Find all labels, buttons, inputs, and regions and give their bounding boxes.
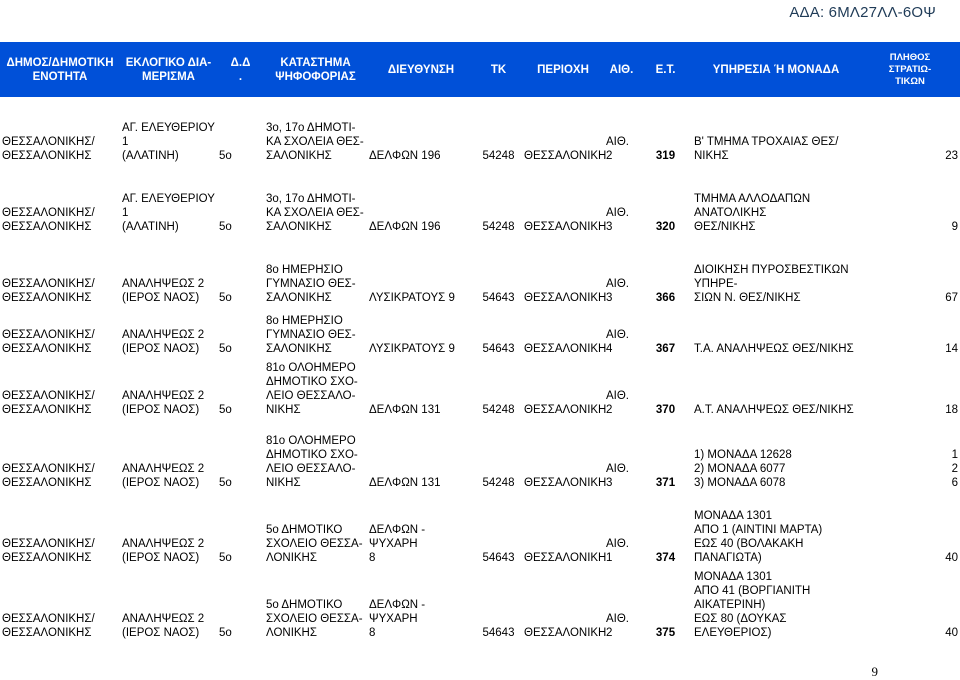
cell-aith: ΑΙΘ. 3 xyxy=(606,463,630,489)
cell-plithos: 67 xyxy=(945,292,958,304)
header-dd: Δ.Δ . xyxy=(217,42,264,97)
cell-et: 366 xyxy=(655,292,676,304)
cell-plithos: 9 xyxy=(951,221,958,233)
header-tk: ΤΚ xyxy=(475,42,522,97)
cell-diamerisma: ΑΝΑΛΗΨΕΩΣ 2 (ΙΕΡΟΣ ΝΑΟΣ) xyxy=(122,278,205,304)
cell-dieuthynsi: ΔΕΛΦΩΝ - ΨΥΧΑΡΗ 8 xyxy=(369,524,426,564)
cell-tk: 54643 xyxy=(482,552,515,564)
cell-et: 320 xyxy=(655,221,676,233)
cell-dd: 5ο xyxy=(219,221,232,233)
cell-dd: 5ο xyxy=(219,343,232,355)
cell-aith: ΑΙΘ. 2 xyxy=(606,613,630,639)
header-dieuthynsi: ΔΙΕΥΘΥΝΣΗ xyxy=(367,42,475,97)
cell-ypiresia: Β' ΤΜΗΜΑ ΤΡΟΧΑΙΑΣ ΘΕΣ/ΝΙΚΗΣ xyxy=(694,136,839,162)
header-katastima: ΚΑΤΑΣΤΗΜΑ ΨΗΦΟΦΟΡΙΑΣ xyxy=(264,42,367,97)
cell-perioxi: ΘΕΣΣΑΛΟΝΙΚΗ xyxy=(524,627,607,639)
header-diamerisma: ΕΚΛΟΓΙΚΟ ΔΙΑ- ΜΕΡΙΣΜΑ xyxy=(120,42,217,97)
cell-aith: ΑΙΘ. 3 xyxy=(606,207,630,233)
table-row xyxy=(0,570,960,645)
table-row xyxy=(0,97,960,168)
cell-aith: ΑΙΘ. 1 xyxy=(606,538,630,564)
cell-dieuthynsi: ΔΕΛΦΩΝ 196 xyxy=(369,150,441,162)
table-row xyxy=(0,310,960,361)
cell-ypiresia: ΤΜΗΜΑ ΑΛΛΟΔΑΠΩΝ ΑΝΑΤΟΛΙΚΗΣ ΘΕΣ/ΝΙΚΗΣ xyxy=(694,193,811,233)
cell-dd: 5ο xyxy=(219,404,232,416)
cell-plithos: 14 xyxy=(945,343,958,355)
cell-katastima: 8ο ΗΜΕΡΗΣΙΟ ΓΥΜΝΑΣΙΟ ΘΕΣ- ΣΑΛΟΝΙΚΗΣ xyxy=(266,315,356,355)
cell-tk: 54248 xyxy=(482,221,515,233)
cell-katastima: 5ο ΔΗΜΟΤΙΚΟ ΣΧΟΛΕΙΟ ΘΕΣΣΑ- ΛΟΝΙΚΗΣ xyxy=(266,599,363,639)
table-row xyxy=(0,495,960,570)
cell-katastima: 5ο ΔΗΜΟΤΙΚΟ ΣΧΟΛΕΙΟ ΘΕΣΣΑ- ΛΟΝΙΚΗΣ xyxy=(266,524,363,564)
header-perioxi: ΠΕΡΙΟΧΗ xyxy=(522,42,604,97)
cell-katastima: 3ο, 17ο ΔΗΜΟΤΙ- ΚΑ ΣΧΟΛΕΙΑ ΘΕΣ- ΣΑΛΟΝΙΚΗΣ xyxy=(266,193,364,233)
header-et: Ε.Τ. xyxy=(639,42,692,97)
header-ypiresia: ΥΠΗΡΕΣΙΑ Ή ΜΟΝΑΔΑ xyxy=(692,42,860,97)
cell-dieuthynsi: ΔΕΛΦΩΝ - ΨΥΧΑΡΗ 8 xyxy=(369,599,426,639)
cell-perioxi: ΘΕΣΣΑΛΟΝΙΚΗ xyxy=(524,552,607,564)
cell-tk: 54248 xyxy=(482,477,515,489)
cell-diamerisma: ΑΝΑΛΗΨΕΩΣ 2 (ΙΕΡΟΣ ΝΑΟΣ) xyxy=(122,390,205,416)
table-row xyxy=(0,361,960,422)
cell-plithos: 18 xyxy=(945,404,958,416)
cell-et: 370 xyxy=(655,404,676,416)
cell-et: 319 xyxy=(655,150,676,162)
cell-et: 367 xyxy=(655,343,676,355)
cell-perioxi: ΘΕΣΣΑΛΟΝΙΚΗ xyxy=(524,221,607,233)
header-row xyxy=(0,42,960,97)
cell-dd: 5ο xyxy=(219,292,232,304)
cell-tk: 54643 xyxy=(482,627,515,639)
cell-ypiresia: 1) ΜΟΝΑΔΑ 12628 2) ΜΟΝΑΔΑ 6077 3) ΜΟΝΑΔΑ 6078 xyxy=(694,449,792,489)
cell-aith: ΑΙΘ. 2 xyxy=(606,390,630,416)
cell-dd: 5ο xyxy=(219,150,232,162)
cell-diamerisma: ΑΝΑΛΗΨΕΩΣ 2 (ΙΕΡΟΣ ΝΑΟΣ) xyxy=(122,613,205,639)
cell-tk: 54248 xyxy=(482,150,515,162)
cell-perioxi: ΘΕΣΣΑΛΟΝΙΚΗ xyxy=(524,150,607,162)
cell-perioxi: ΘΕΣΣΑΛΟΝΙΚΗ xyxy=(524,292,607,304)
cell-dimos: ΘΕΣΣΑΛΟΝΙΚΗΣ/ ΘΕΣΣΑΛΟΝΙΚΗΣ xyxy=(2,613,95,639)
cell-tk: 54643 xyxy=(482,292,515,304)
cell-diamerisma: ΑΝΑΛΗΨΕΩΣ 2 (ΙΕΡΟΣ ΝΑΟΣ) xyxy=(122,538,205,564)
page-number: 9 xyxy=(871,664,878,679)
cell-dd: 5ο xyxy=(219,627,232,639)
cell-tk: 54248 xyxy=(482,404,515,416)
cell-et: 375 xyxy=(655,627,676,639)
cell-dimos: ΘΕΣΣΑΛΟΝΙΚΗΣ/ ΘΕΣΣΑΛΟΝΙΚΗΣ xyxy=(2,390,95,416)
cell-plithos: 23 xyxy=(945,150,958,162)
cell-dimos: ΘΕΣΣΑΛΟΝΙΚΗΣ/ ΘΕΣΣΑΛΟΝΙΚΗΣ xyxy=(2,136,95,162)
cell-aith: ΑΙΘ. 2 xyxy=(606,136,630,162)
assignment-table xyxy=(0,42,960,645)
cell-katastima: 81ο ΟΛΟΗΜΕΡΟ ΔΗΜΟΤΙΚΟ ΣΧΟ- ΛΕΙΟ ΘΕΣΣΑΛΟ- ΝΙΚΗΣ xyxy=(266,435,358,489)
cell-plithos: 40 xyxy=(945,552,958,564)
cell-ypiresia: ΔΙΟΙΚΗΣΗ ΠΥΡΟΣΒΕΣΤΙΚΩΝ ΥΠΗΡΕ- ΣΙΩΝ Ν. ΘΕΣ/ΝΙΚΗΣ xyxy=(694,264,849,304)
cell-diamerisma: ΑΓ. ΕΛΕΥΘΕΡΙΟΥ 1 (ΑΛΑΤΙΝΗ) xyxy=(122,122,215,162)
cell-et: 374 xyxy=(655,552,676,564)
header-dimos: ΔΗΜΟΣ/ΔΗΜΟΤΙΚΗ ΕΝΟΤΗΤΑ xyxy=(0,42,120,97)
cell-plithos: 40 xyxy=(945,627,958,639)
cell-dd: 5ο xyxy=(219,477,232,489)
cell-dimos: ΘΕΣΣΑΛΟΝΙΚΗΣ/ ΘΕΣΣΑΛΟΝΙΚΗΣ xyxy=(2,278,95,304)
cell-dieuthynsi: ΛΥΣΙΚΡΑΤΟΥΣ 9 xyxy=(369,292,455,304)
cell-dieuthynsi: ΔΕΛΦΩΝ 131 xyxy=(369,404,441,416)
cell-ypiresia: ΜΟΝΑΔΑ 1301 ΑΠΟ 41 (ΒΟΡΓΙΑΝΙΤΗ ΑΙΚΑΤΕΡΙΝΗ) ΕΩΣ 80 (ΔΟΥΚΑΣ ΕΛΕΥΘΕΡΙΟΣ) xyxy=(694,571,811,639)
cell-dieuthynsi: ΔΕΛΦΩΝ 131 xyxy=(369,477,441,489)
table-row xyxy=(0,239,960,310)
cell-dimos: ΘΕΣΣΑΛΟΝΙΚΗΣ/ ΘΕΣΣΑΛΟΝΙΚΗΣ xyxy=(2,207,95,233)
cell-diamerisma: ΑΝΑΛΗΨΕΩΣ 2 (ΙΕΡΟΣ ΝΑΟΣ) xyxy=(122,329,205,355)
cell-plithos: 1 2 6 xyxy=(951,449,958,489)
cell-dimos: ΘΕΣΣΑΛΟΝΙΚΗΣ/ ΘΕΣΣΑΛΟΝΙΚΗΣ xyxy=(2,538,95,564)
header-plithos: ΠΛΗΘΟΣ ΣΤΡΑΤΙΩ- ΤΙΚΩΝ xyxy=(860,42,960,97)
cell-dd: 5ο xyxy=(219,552,232,564)
cell-aith: ΑΙΘ. 3 xyxy=(606,278,630,304)
table-row xyxy=(0,422,960,495)
cell-ypiresia: ΜΟΝΑΔΑ 1301 ΑΠΟ 1 (ΑΙΝΤΙΝΙ ΜΑΡΤΑ) ΕΩΣ 40 (ΒΟΛΑΚΑΚΗ ΠΑΝΑΓΙΩΤΑ) xyxy=(694,510,823,564)
cell-perioxi: ΘΕΣΣΑΛΟΝΙΚΗ xyxy=(524,404,607,416)
cell-perioxi: ΘΕΣΣΑΛΟΝΙΚΗ xyxy=(524,343,607,355)
cell-dieuthynsi: ΔΕΛΦΩΝ 196 xyxy=(369,221,441,233)
cell-dimos: ΘΕΣΣΑΛΟΝΙΚΗΣ/ ΘΕΣΣΑΛΟΝΙΚΗΣ xyxy=(2,329,95,355)
cell-katastima: 3ο, 17ο ΔΗΜΟΤΙ- ΚΑ ΣΧΟΛΕΙΑ ΘΕΣ- ΣΑΛΟΝΙΚΗΣ xyxy=(266,122,364,162)
cell-ypiresia: Α.Τ. ΑΝΑΛΗΨΕΩΣ ΘΕΣ/ΝΙΚΗΣ xyxy=(694,404,854,416)
cell-diamerisma: ΑΝΑΛΗΨΕΩΣ 2 (ΙΕΡΟΣ ΝΑΟΣ) xyxy=(122,463,205,489)
cell-aith: ΑΙΘ. 4 xyxy=(606,329,630,355)
cell-dieuthynsi: ΛΥΣΙΚΡΑΤΟΥΣ 9 xyxy=(369,343,455,355)
cell-diamerisma: ΑΓ. ΕΛΕΥΘΕΡΙΟΥ 1 (ΑΛΑΤΙΝΗ) xyxy=(122,193,215,233)
header-aith: ΑΙΘ. xyxy=(604,42,639,97)
cell-et: 371 xyxy=(655,477,676,489)
cell-tk: 54643 xyxy=(482,343,515,355)
cell-katastima: 8ο ΗΜΕΡΗΣΙΟ ΓΥΜΝΑΣΙΟ ΘΕΣ- ΣΑΛΟΝΙΚΗΣ xyxy=(266,264,356,304)
cell-dimos: ΘΕΣΣΑΛΟΝΙΚΗΣ/ ΘΕΣΣΑΛΟΝΙΚΗΣ xyxy=(2,463,95,489)
ada-code: ΑΔΑ: 6ΜΛ27ΛΛ-6ΟΨ xyxy=(789,4,936,21)
cell-ypiresia: Τ.Α. ΑΝΑΛΗΨΕΩΣ ΘΕΣ/ΝΙΚΗΣ xyxy=(694,343,854,355)
cell-perioxi: ΘΕΣΣΑΛΟΝΙΚΗ xyxy=(524,477,607,489)
cell-katastima: 81ο ΟΛΟΗΜΕΡΟ ΔΗΜΟΤΙΚΟ ΣΧΟ- ΛΕΙΟ ΘΕΣΣΑΛΟ- ΝΙΚΗΣ xyxy=(266,362,358,416)
table-row xyxy=(0,168,960,239)
